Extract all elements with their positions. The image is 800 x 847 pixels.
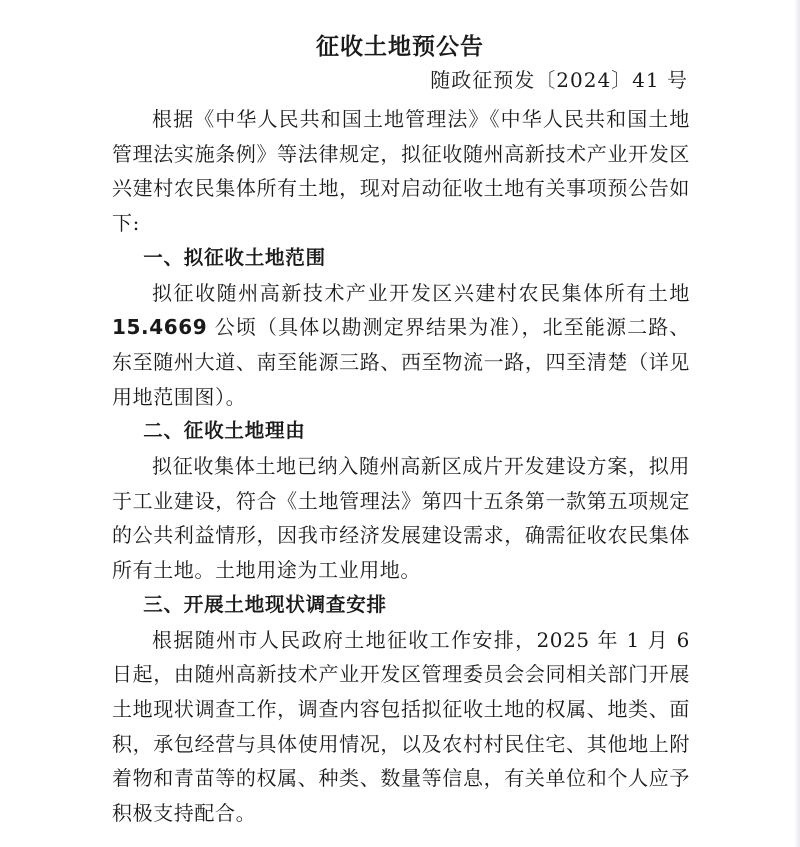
scope-text-after: 公顷（具体以勘测定界结果为准），北至能源二路、东至随州大道、南至能源三路、西至物流一路，四至清楚（详见用地范围图）。 — [112, 315, 690, 409]
section-paragraph-survey: 根据随州市人民政府土地征收工作安排，2025 年 1 月 6 日起，由随州高新技术产业开发区管理委员会会同相关部门开展土地现状调查工作，调查内容包括拟征收土地的权属、地类、面积，承包经营与具体使用情况，以及农村村民住宅、其他地上附着物和青苗等的权属、种类、数量等信息，有关单位和个人应予积极支持配合。 — [112, 627, 690, 826]
scope-text-before: 拟征收随州高新技术产业开发区兴建村农民集体所有土地 — [152, 280, 690, 305]
section-paragraph-scope — [112, 276, 690, 415]
page-edge-shadow — [794, 0, 800, 847]
section-heading-survey: 三、开展土地现状调查安排 — [143, 592, 387, 616]
document-title: 征收土地预公告 — [316, 34, 484, 60]
document-body — [112, 102, 690, 831]
intro-paragraph: 根据《中华人民共和国土地管理法》《中华人民共和国土地管理法实施条例》等法律规定，拟征收随州高新技术产业开发区兴建村农民集体所有土地，现对启动征收土地有关事项预公告如下: — [112, 107, 690, 236]
document-number: 随政征预发〔2024〕41 号 — [430, 68, 688, 92]
section-heading-reason: 二、征收土地理由 — [143, 419, 306, 443]
section-heading-scope: 一、拟征收土地范围 — [143, 245, 326, 269]
section-paragraph-reason: 拟征收集体土地已纳入随州高新区成片开发建设方案，拟用于工业建设，符合《土地管理法》第四十五条第一款第五项规定的公共利益情形，因我市经济发展建设需求，确需征收农民集体所有土地。土地用途为工业用地。 — [112, 454, 690, 583]
land-area-value: 15.4669 — [112, 315, 208, 340]
